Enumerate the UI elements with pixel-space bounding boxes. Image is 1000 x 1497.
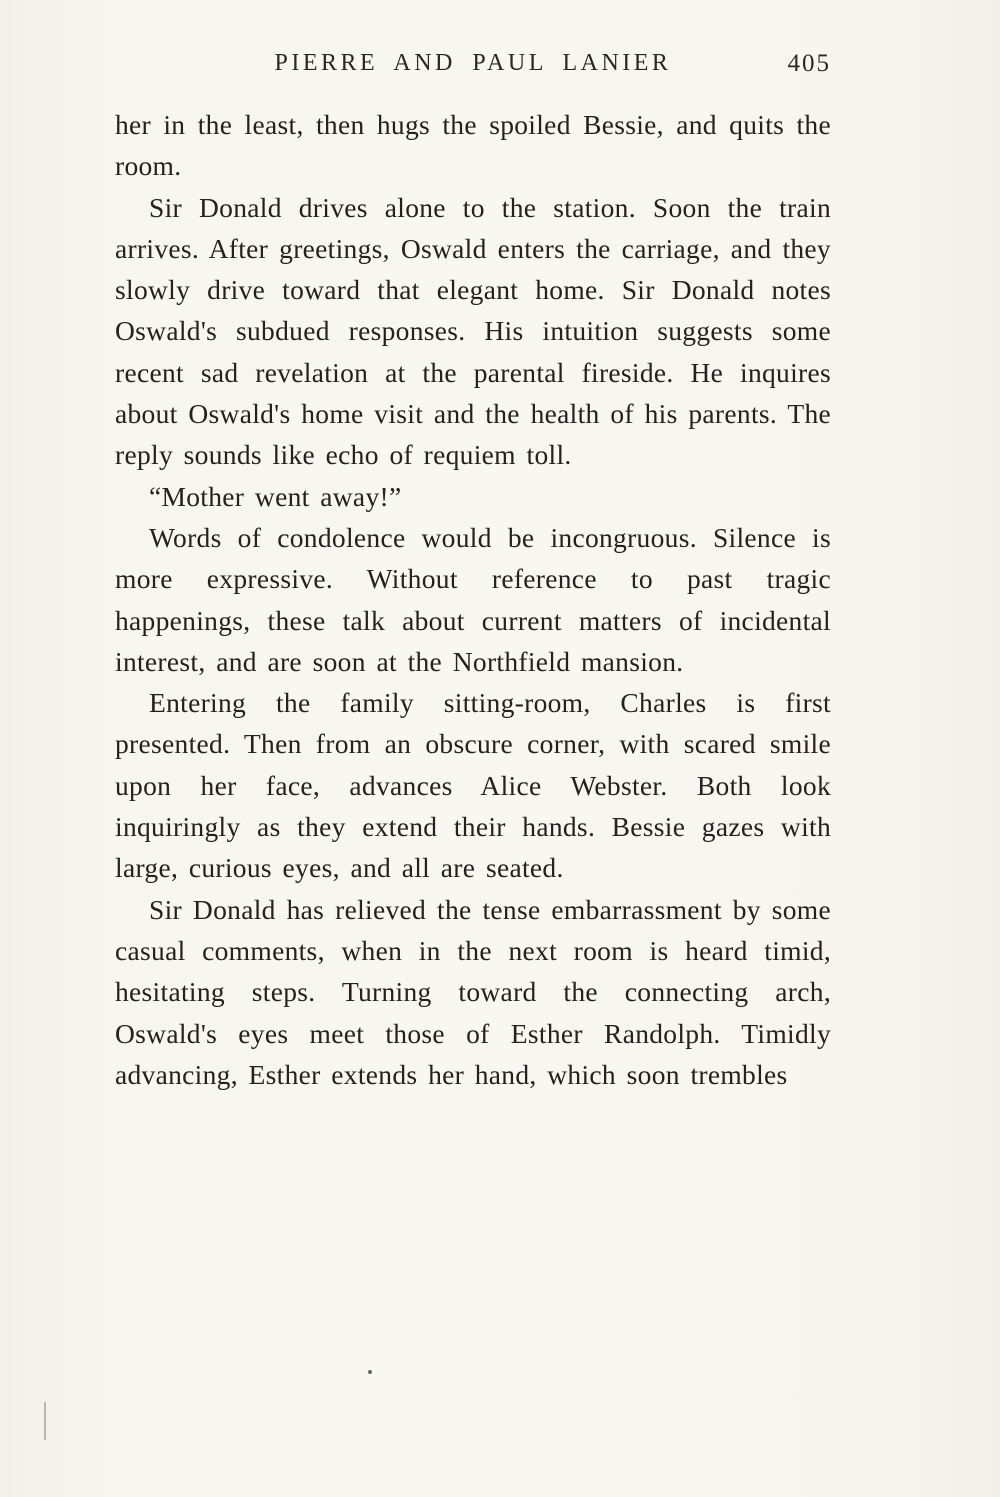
page-number: 405 — [787, 50, 831, 77]
page-header — [115, 50, 831, 84]
paragraph-dialogue: “Mother went away!” — [149, 480, 402, 512]
paragraph-continuation: her in the least, then hugs the spoiled Bessie, and quits the room. — [115, 109, 831, 182]
paragraph: Words of condolence would be incongruous. Silence is more expressive. Without reference to past tragic happenings, these talk about current matters of incidental interest, and are soon at the Northfield mansion. — [115, 521, 831, 677]
paragraph: Entering the family sitting-room, Charles is first presented. Then from an obscure corner, with scared smile upon her face, advances Alice Webster. Both look inquiringly as they extend their hands. Bessie gazes with large, curious eyes, and all are seated. — [115, 687, 831, 884]
body-text — [115, 104, 831, 1095]
running-title: PIERRE AND PAUL LANIER — [274, 50, 672, 76]
scan-edge-artifact — [44, 1402, 46, 1440]
paragraph: Sir Donald has relieved the tense embarrassment by some casual comments, when in the next room is heard timid, hesitating steps. Turning toward the connecting arch, Oswald's eyes meet those of Esther Randolph. Timidly advancing, Esther extends her hand, which soon trembles — [115, 893, 831, 1090]
paragraph: Sir Donald drives alone to the station. Soon the train arrives. After greetings, Oswald enters the carriage, and they slowly drive toward that elegant home. Sir Donald notes Oswald's subdued responses. His intuition suggests some recent sad revelation at the parental fireside. He inquires about Oswald's home visit and the health of his parents. The reply sounds like echo of requiem toll. — [115, 191, 831, 471]
ink-speck-artifact — [368, 1370, 372, 1374]
